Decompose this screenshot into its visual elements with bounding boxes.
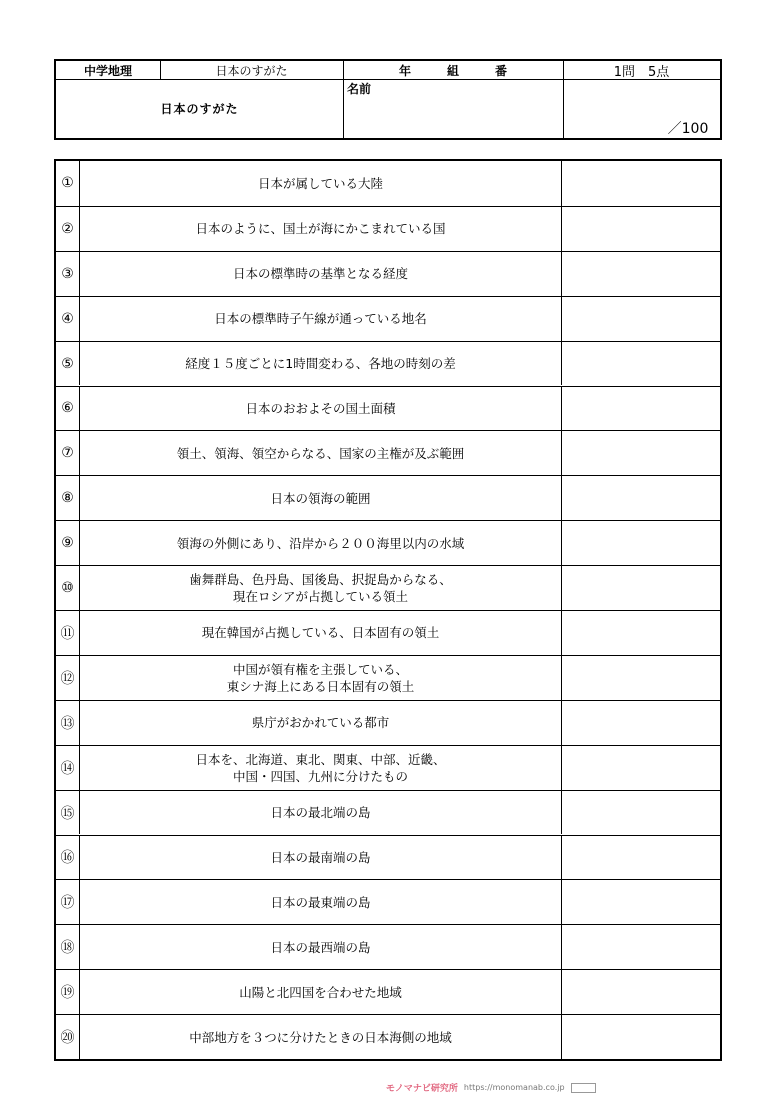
question-number: ⑦ [56,431,80,475]
question-text: 日本の標準時の基準となる経度 [80,252,562,296]
answer-field[interactable] [562,925,720,969]
unit-label: 日本のすがた [215,63,288,78]
question-row [56,161,720,206]
question-row [56,296,720,341]
question-text: 現在韓国が占拠している、日本固有の領土 [80,611,562,655]
answer-field[interactable] [562,880,720,924]
question-row [56,475,720,520]
answer-field[interactable] [562,521,720,565]
question-number: ⑥ [56,387,80,431]
answer-field[interactable] [562,701,720,745]
answer-field[interactable] [562,252,720,296]
subject-label: 中学地理 [83,63,132,78]
answer-field[interactable] [562,566,720,610]
question-row [56,206,720,251]
class-info-label: 年 組 番 [398,63,507,78]
question-text: 日本を、北海道、東北、関東、中部、近畿、 中国・四国、九州に分けたもの [80,746,562,790]
question-row [56,251,720,296]
question-text: 日本の最南端の島 [80,836,562,880]
question-row [56,655,720,700]
question-text: 中部地方を３つに分けたときの日本海側の地域 [80,1015,562,1059]
question-row [56,745,720,790]
question-text: 日本の領海の範囲 [80,476,562,520]
question-row [56,790,720,835]
points-label: 1問 5点 [613,64,670,80]
question-text: 県庁がおかれている都市 [80,701,562,745]
question-number: ⑰ [56,880,80,924]
question-text: 日本が属している大陸 [80,161,562,206]
answer-field[interactable] [562,431,720,475]
header-divider [343,61,344,138]
question-number: ⑮ [56,791,80,835]
question-text: 領土、領海、領空からなる、国家の主権が及ぶ範囲 [80,431,562,475]
header-block [54,59,722,140]
answer-field[interactable] [562,476,720,520]
question-row [56,700,720,745]
question-number: ① [56,161,80,206]
answer-field[interactable] [562,207,720,251]
answer-field[interactable] [562,656,720,700]
question-number: ⑱ [56,925,80,969]
header-divider [160,61,161,79]
name-field[interactable] [343,79,563,138]
answer-field[interactable] [562,836,720,880]
question-row [56,924,720,969]
question-row [56,341,720,386]
answer-field[interactable] [562,746,720,790]
question-text: 経度１５度ごとに1時間変わる、各地の時刻の差 [80,342,562,386]
question-row [56,386,720,431]
question-number: ⑬ [56,701,80,745]
question-number: ⑲ [56,970,80,1014]
header-divider [563,61,564,138]
question-text: 日本のおおよその国土面積 [80,387,562,431]
question-number: ② [56,207,80,251]
question-row [56,1014,720,1059]
question-text: 領海の外側にあり、沿岸から２００海里以内の水域 [80,521,562,565]
question-row [56,969,720,1014]
question-text: 歯舞群島、色丹島、国後島、択捉島からなる、 現在ロシアが占拠している領土 [80,566,562,610]
question-row [56,835,720,880]
footer [386,1081,596,1094]
question-text: 日本の標準時子午線が通っている地名 [80,297,562,341]
question-text: 日本の最東端の島 [80,880,562,924]
answer-field[interactable] [562,387,720,431]
question-number: ⑧ [56,476,80,520]
question-row [56,565,720,610]
question-table [54,159,722,1061]
question-text: 日本の最西端の島 [80,925,562,969]
answer-field[interactable] [562,791,720,835]
page-title: 日本のすがた [160,102,239,116]
question-number: ⑤ [56,342,80,386]
question-number: ③ [56,252,80,296]
question-row [56,879,720,924]
footer-box [571,1083,596,1093]
answer-field[interactable] [562,342,720,386]
answer-field[interactable] [562,297,720,341]
question-text: 山陽と北四国を合わせた地域 [80,970,562,1014]
question-text: 日本のように、国土が海にかこまれている国 [80,207,562,251]
question-number: ⑭ [56,746,80,790]
question-number: ⑳ [56,1015,80,1059]
question-row [56,520,720,565]
question-number: ⑨ [56,521,80,565]
name-label: 名前 [347,81,372,96]
question-text: 中国が領有権を主張している、 東シナ海上にある日本固有の領土 [80,656,562,700]
question-number: ④ [56,297,80,341]
question-text: 日本の最北端の島 [80,791,562,835]
question-row [56,430,720,475]
footer-url[interactable]: https://monomanab.co.jp [463,1083,565,1092]
answer-field[interactable] [562,611,720,655]
question-row [56,610,720,655]
question-number: ⑫ [56,656,80,700]
score-total: ／100 [667,121,709,137]
question-number: ⑪ [56,611,80,655]
answer-field[interactable] [562,970,720,1014]
question-number: ⑯ [56,836,80,880]
question-number: ⑩ [56,566,80,610]
footer-brand: モノマナビ研究所 [386,1084,458,1094]
answer-field[interactable] [562,1015,720,1059]
answer-field[interactable] [562,161,720,206]
header-divider [56,79,720,80]
